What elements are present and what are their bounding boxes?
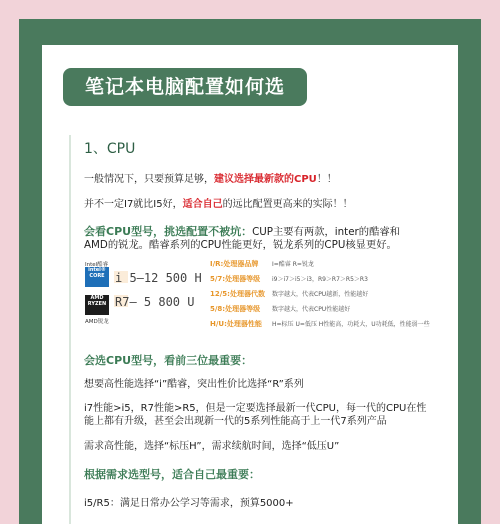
intel-caption: Intel酷睿 xyxy=(85,262,109,268)
amd-model-example: R7– 5 800 U xyxy=(115,295,195,309)
legend-row: 5/8:处理器等级 数字越大，代表CPU性能越好 xyxy=(210,305,351,313)
intel-core-logo: intel® CORE xyxy=(85,267,109,287)
page-title: 笔记本电脑配置如何选 xyxy=(63,68,307,106)
legend-row: 5/7:处理器等级 i9＞i7＞i5＞i3，R9＞R7＞R5＞R3 xyxy=(210,275,368,283)
paragraph-generation: i7性能>i5，R7性能>R5，但是一定要选择最新一代CPU，每一代的CPU在性 能上都有升级，甚至会出现新一代的5系列性能高于上一代7系列产品 xyxy=(84,403,427,427)
cpu-naming-infographic xyxy=(84,257,436,333)
amd-caption: AMD锐龙 xyxy=(85,319,109,325)
paragraph-i-vs-r: 想要高性能选择“i”酷睿，突出性价比选择“R”系列 xyxy=(84,379,304,390)
article-card xyxy=(42,45,458,524)
legend-row: 12/5:处理器代数 数字越大，代表CPU越新，性能越好 xyxy=(210,290,369,298)
subheading-read-model: 会看CPU型号，挑选配置不被坑： xyxy=(84,225,253,238)
legend-row: I/R:处理器品牌 I=酷睿 R=锐龙 xyxy=(210,260,314,268)
paragraph-latest-cpu: 一般情况下，只要预算足够，建议选择最新款的CPU！！ xyxy=(84,174,337,185)
paragraph-h-vs-u: 需求高性能，选择“标压H”，需求续航时间，选择“低压U” xyxy=(84,441,340,452)
section-rule xyxy=(69,135,71,524)
amd-ryzen-logo: AMD RYZEN xyxy=(85,295,109,315)
paragraph-cpu-model: 会看CPU型号，挑选配置不被坑：CUP主要有两款，inter的酷睿和 AMD的锐龙。酷睿系列的CPU性能更好，锐龙系列的CPU核显更好。 xyxy=(84,225,400,251)
subheading-choose-by-need: 根据需求选型号，适合自己最重要： xyxy=(84,468,260,481)
intel-model-example: i 5–12 500 H xyxy=(115,271,202,285)
highlight-latest-cpu: 建议选择最新款的CPU xyxy=(214,174,317,185)
highlight-suit-yourself: 适合自己 xyxy=(182,199,223,210)
subheading-first-three: 会选CPU型号，看前三位最重要： xyxy=(84,354,253,367)
paragraph-i7-vs-i5: 并不一定I7就比I5好，适合自己的远比配置更高来的实际！！ xyxy=(84,199,353,210)
section-heading-cpu: 1、CPU xyxy=(84,141,136,157)
paragraph-i5-r5: i5/R5：满足日常办公学习等需求，预算5000+ xyxy=(84,498,294,509)
legend-row: H/U:处理器性能 H=标压 U=低压 H性能高，功耗大，U功耗低，性能弱一些 xyxy=(210,320,430,328)
